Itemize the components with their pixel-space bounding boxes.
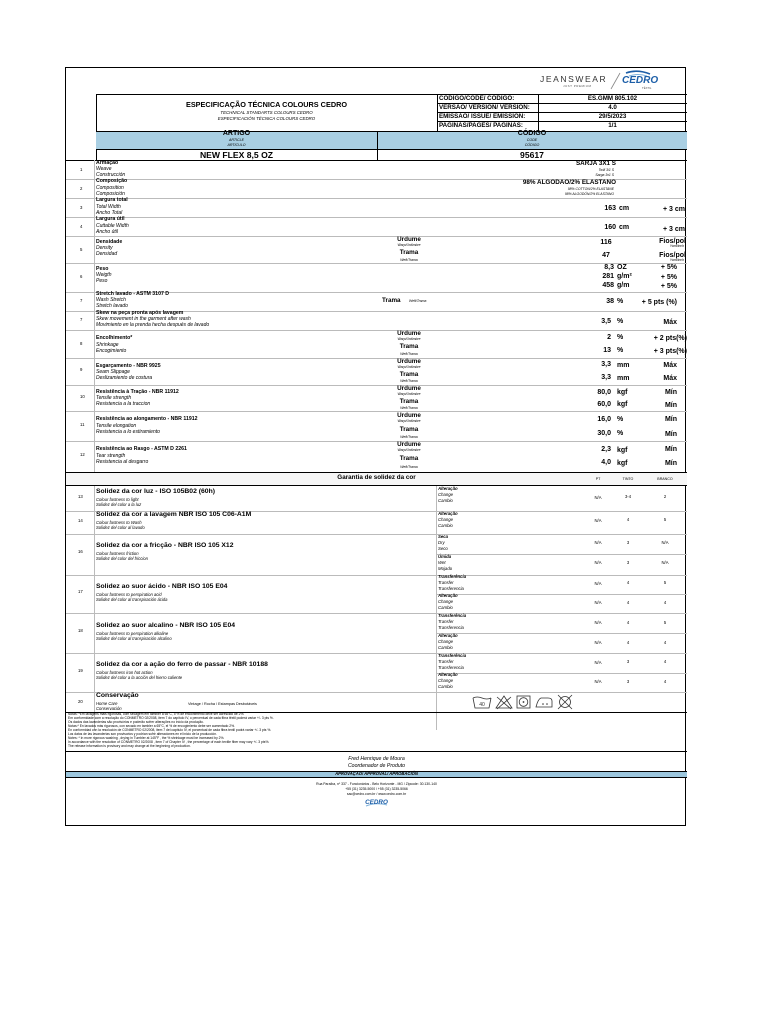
document-subtitle-en: TECHNICAL STANDARTS COLOURS CEDRO xyxy=(220,110,313,115)
seam-weft-tolerance: Máx xyxy=(663,375,677,382)
check-pt: N/A xyxy=(594,679,602,684)
total-width-unit: cm xyxy=(619,205,630,212)
density-label: Densidade xyxy=(96,239,123,245)
conservation-en: Home Care xyxy=(96,701,118,706)
check-pt: N/A xyxy=(594,620,602,625)
weight-label-es: Peso xyxy=(96,278,108,284)
check-branco: 4 xyxy=(663,640,667,645)
tear-warp-unit: kgf xyxy=(617,447,628,454)
density-weft-sub: Weft/Trama xyxy=(400,258,418,262)
article-label-en: ARTICLE xyxy=(228,138,245,142)
seam-warp-unit: mm xyxy=(617,362,630,369)
total-width-value: 163 xyxy=(604,205,616,212)
density-unit-sub: Yarn/inch xyxy=(669,244,684,248)
row-number: 14 xyxy=(78,518,83,523)
weight-gm-tolerance: + 5% xyxy=(660,283,677,290)
check-tinto: 3 xyxy=(626,659,630,664)
fastness-light-es: Solidez del color a la luz xyxy=(96,502,142,507)
brand-jeanswear: JEANSWEAR xyxy=(540,74,608,84)
row-number: 2 xyxy=(80,186,83,191)
svg-text:40: 40 xyxy=(479,702,485,708)
check-branco: 4 xyxy=(663,600,667,605)
row-number: 13 xyxy=(78,494,83,499)
row-number: 9 xyxy=(80,367,83,372)
check-label-en: Change xyxy=(438,599,454,604)
fastness-iron-title: Solidez da cor a ação do ferro de passar - NBR 10188 xyxy=(96,661,268,668)
check-label-en: Transfer xyxy=(438,659,454,664)
row-number: 10 xyxy=(80,394,85,399)
check-label-es: Cambio xyxy=(438,498,453,503)
check-branco: N/A xyxy=(661,560,669,565)
meta-pages-label: PAGINAS/PAGES/ PAGINAS: xyxy=(439,122,523,129)
weight-gm2-unit: g/m² xyxy=(617,273,632,280)
density-label-es: Densidad xyxy=(96,251,118,257)
check-label: Úmida xyxy=(438,554,452,559)
article-code: 95617 xyxy=(520,150,544,160)
meta-code-value: ES.GMM 805.102 xyxy=(587,95,638,102)
tumble-dry-icon xyxy=(517,696,530,708)
shrinkage-warp-tolerance: + 2 pts(%) xyxy=(653,335,687,342)
density-weft-value: 47 xyxy=(602,252,610,259)
fastness-light-en: Colour fastness to light xyxy=(96,497,139,502)
care-symbols xyxy=(472,694,580,710)
density-warp-label: Urdume xyxy=(397,236,421,243)
shrinkage-label-es: Encogimiento xyxy=(96,348,127,354)
seam-warp-label: Urdume xyxy=(397,358,421,365)
note-line: Los datos de las lavanderias son provisorios y podrían sufrir alteraciones en el inicio de la producción. xyxy=(68,732,217,736)
skew-tolerance: Máx xyxy=(663,319,677,326)
check-branco: 5 xyxy=(663,517,667,522)
check-label-en: Transfer xyxy=(438,580,454,585)
conservation-title: Conservação xyxy=(96,692,139,699)
skew-label-en: Skew movement in the garment after wash xyxy=(96,316,191,322)
check-label-es: Cambio xyxy=(438,605,453,610)
check-label-en: Dry xyxy=(438,540,445,545)
fastness-wash-es: Solidez del color al lavado xyxy=(96,525,145,530)
weight-label: Peso xyxy=(96,266,109,272)
spec-sheet xyxy=(65,67,686,826)
row-number: 6 xyxy=(80,274,83,279)
skew-value: 3,5 xyxy=(601,318,611,325)
check-label-en: Change xyxy=(438,639,454,644)
row-number: 1 xyxy=(80,167,83,172)
weight-gm2-tolerance: + 5% xyxy=(660,274,677,281)
article-label: ARTIGO xyxy=(222,130,251,137)
fastness-title: Garantia de solidez da cor xyxy=(337,474,416,481)
check-pt: N/A xyxy=(594,518,602,523)
total-width-tolerance: + 3 cm xyxy=(663,206,685,213)
signature-role: Coordenador de Produto xyxy=(347,763,406,769)
check-label-es: Cambio xyxy=(438,645,453,650)
composition-label-en: Composition xyxy=(96,185,124,191)
brand-cedro: CEDRO xyxy=(622,75,659,86)
elongation-warp-tolerance: Mín xyxy=(664,416,677,423)
check-label: Alteração xyxy=(438,593,458,598)
tensile-weft-sub: Weft/Trama xyxy=(400,406,418,410)
total-width-label-es: Ancho Total xyxy=(96,210,123,216)
check-pt: N/A xyxy=(594,495,602,500)
shrinkage-warp-sub: Warp/Urdimbre xyxy=(397,337,421,341)
tear-warp-sub: Warp/Urdimbre xyxy=(397,448,421,452)
shrinkage-warp-value: 2 xyxy=(607,334,611,341)
row-number: 3 xyxy=(80,205,83,210)
meta-code-label: CODIGO/CODE/ CODIGO: xyxy=(439,95,515,102)
elongation-weft-sub: Weft/Trama xyxy=(400,435,418,439)
density-unit-warp: Fios/pol xyxy=(659,238,686,245)
check-label-es: Cambio xyxy=(438,523,453,528)
check-branco: 2 xyxy=(663,494,667,499)
weave-label-en: Weave xyxy=(96,166,112,172)
check-label-es: Cambio xyxy=(438,684,453,689)
total-width-label: Largura total xyxy=(96,197,128,203)
footer-phone: +55 (31) 3235-5000 / +55 (31) 3235-5066 xyxy=(345,787,408,791)
article-label-es: ARTICULO xyxy=(227,143,246,147)
elongation-weft-tolerance: Mín xyxy=(664,431,677,438)
seam-weft-sub: Weft/Trama xyxy=(400,379,418,383)
tensile-weft-value: 60,0 xyxy=(597,401,611,408)
elongation-warp-sub: Warp/Urdimbre xyxy=(397,419,421,423)
elongation-warp-unit: % xyxy=(617,416,624,423)
tensile-warp-unit: kgf xyxy=(617,389,628,396)
fastness-wash-title: Solidez da cor a lavagem NBR ISO 105 C06-A1M xyxy=(96,511,252,518)
weave-value-en: Twill 3/1 S xyxy=(598,168,614,172)
brand-tagline: JUST PREMIUM xyxy=(563,84,592,88)
check-label-en: Change xyxy=(438,678,454,683)
stretch-weft-sub: Weft/Trama xyxy=(409,299,427,303)
check-pt: N/A xyxy=(594,600,602,605)
fastness-alkaline-title: Solidez ao suor alcalino - NBR ISO 105 E04 xyxy=(96,622,236,629)
tear-weft-unit: kgf xyxy=(617,460,628,467)
cuttable-width-label-es: Ancho útil xyxy=(96,229,118,235)
document-subtitle-es: ESPECIFICACIÓN TÉCNICA COLOURS CEDRO xyxy=(217,116,316,121)
weight-oz-tolerance: + 5% xyxy=(660,264,677,271)
seam-weft-value: 3,3 xyxy=(601,374,611,381)
check-branco: 4 xyxy=(663,659,667,664)
weight-gm-value: 458 xyxy=(602,282,614,289)
row-number: 7 xyxy=(80,298,83,303)
row-number: 17 xyxy=(78,589,83,594)
weave-label-es: Construcción xyxy=(96,172,126,178)
note-line: In accordance with the resolution of CONMETRO 02/2008 , item 7 of Chapter IV , the percentage of each textile fiber may vary +/- 3 pts%. xyxy=(68,740,270,744)
check-tinto: 4 xyxy=(626,600,630,605)
check-tinto: 4 xyxy=(626,517,630,522)
skew-label-es: Movimiento en la prenda hecha después de lavado xyxy=(96,322,210,328)
fastness-col-pt: PT xyxy=(595,477,601,481)
check-label-en: Transfer xyxy=(438,619,454,624)
no-bleach-icon xyxy=(496,696,512,709)
check-label-es: Transferencia xyxy=(438,625,464,630)
seam-slippage-label: Esgarçamento - NBR 9925 xyxy=(96,363,161,369)
check-pt: N/A xyxy=(594,660,602,665)
tensile-warp-value: 80,0 xyxy=(597,389,611,396)
shrinkage-label: Encolhimento* xyxy=(96,335,133,341)
stretch-value: 38 xyxy=(606,298,614,305)
check-label-es: Transferencia xyxy=(438,586,464,591)
check-branco: 5 xyxy=(663,620,667,625)
composition-value-es: 98% ALGODÓN/2% ELASTANO xyxy=(564,192,614,196)
check-label-en: Change xyxy=(438,517,454,522)
seam-slippage-label-es: Deslizamiento de costura xyxy=(96,375,153,381)
check-label-es: Seco xyxy=(438,546,448,551)
stretch-unit: % xyxy=(617,298,624,305)
check-label-es: Transferencia xyxy=(438,665,464,670)
stretch-tolerance: + 5 pts (%) xyxy=(641,299,677,306)
elongation-label: Resistência ao alongamento - NBR 11912 xyxy=(96,416,198,422)
composition-label: Composição xyxy=(96,178,128,184)
footer-logo: CEDRO xyxy=(365,799,388,806)
cuttable-width-tolerance: + 3 cm xyxy=(663,226,685,233)
document-title: ESPECIFICAÇÃO TÉCNICA COLOURS CEDRO xyxy=(185,100,348,109)
composition-value: 98% ALGODAO/2% ELASTANO xyxy=(522,179,616,186)
fastness-alkaline-es: Solidez del color al transpiración alcalino xyxy=(96,636,172,641)
weave-value-es: Sarga 3x1 S xyxy=(595,173,614,177)
check-label: Transferência xyxy=(438,613,467,618)
seam-slippage-label-en: Seam Slippage xyxy=(96,369,130,375)
note-line: Notas:* En lavados más rigurosos, con secado en tambler a 65°C, el % de encogimiento debe ser aumentado 2%. xyxy=(68,724,235,728)
density-unit-sub: Yarn/inch xyxy=(669,258,684,262)
tear-warp-value: 2,3 xyxy=(601,446,611,453)
tear-warp-tolerance: Mín xyxy=(664,446,677,453)
row-number: 12 xyxy=(80,452,85,457)
approval-label: APROVAÇÃO/ APPROVAL/ APROBACIÓN xyxy=(335,771,418,776)
note-line: Notes: * In more rigorous washing , drying in Tumbler at 145°F , the % shrinkage must be increased by 2%. xyxy=(68,736,225,740)
tensile-weft-unit: kgf xyxy=(617,401,628,408)
cuttable-width-label-en: Cuttable Width xyxy=(96,223,129,229)
conservation-es: Conservación xyxy=(96,706,122,711)
check-label: Seca xyxy=(438,534,449,539)
fastness-alkaline-en: Colour fastness to perspiration alkaline xyxy=(96,631,169,636)
tensile-strength-label: Resistência à Tração - NBR 11912 xyxy=(96,389,179,395)
elongation-weft-label: Trama xyxy=(399,426,419,433)
weight-oz-unit: OZ xyxy=(617,264,627,271)
shrinkage-warp-unit: % xyxy=(617,334,624,341)
check-tinto: 3-4 xyxy=(624,494,632,499)
fastness-friction-title: Solidez da cor a fricção - NBR ISO 105 X12 xyxy=(96,542,234,549)
composition-value-en: 98% COTTON/2% ELASTANE xyxy=(567,187,614,191)
stretch-label-es: Stretch lavado xyxy=(96,303,128,309)
elongation-label-es: Resistencia a lo estiramiento xyxy=(96,429,160,435)
elongation-weft-unit: % xyxy=(617,430,624,437)
skew-label: Skew na peça pronta após lavagem xyxy=(96,310,184,316)
cuttable-width-value: 160 xyxy=(604,224,616,231)
weight-gm2-value: 281 xyxy=(602,273,614,280)
weight-oz-value: 8,3 xyxy=(604,264,614,271)
row-number: 7 xyxy=(80,317,83,322)
iron-icon xyxy=(536,698,552,707)
tensile-warp-tolerance: Mín xyxy=(664,389,677,396)
meta-issue-value: 29/5/2023 xyxy=(598,113,627,120)
wash-40-icon xyxy=(473,697,491,708)
fastness-wash-en: Colour fastness to Wash xyxy=(96,520,142,525)
check-tinto: 4 xyxy=(626,640,630,645)
fastness-acid-es: Solidez del color al transpiración ácida xyxy=(96,597,168,602)
check-label: Alteração xyxy=(438,633,458,638)
cuttable-width-unit: cm xyxy=(619,224,630,231)
tensile-warp-label: Urdume xyxy=(397,385,421,392)
check-label-es: Mojado xyxy=(438,566,453,571)
seam-warp-tolerance: Máx xyxy=(663,362,677,369)
check-label-en: Change xyxy=(438,492,454,497)
check-branco: 4 xyxy=(663,679,667,684)
total-width-label-en: Total Width xyxy=(96,204,121,210)
cuttable-width-label: Largura útil xyxy=(96,216,125,222)
seam-warp-value: 3,3 xyxy=(601,361,611,368)
meta-version-label: VERSAO/ VERSION/ VERSION: xyxy=(439,104,530,111)
shrinkage-weft-tolerance: + 3 pts(%) xyxy=(653,348,687,355)
shrinkage-weft-value: 13 xyxy=(603,347,611,354)
check-tinto: 3 xyxy=(626,679,630,684)
code-label-en: CODE xyxy=(526,138,538,142)
tear-weft-tolerance: Mín xyxy=(664,460,677,467)
weight-label-en: Weigth xyxy=(96,272,112,278)
note-line: En conformidad con la resolución de CONMETRO 02/2008, item 7 del capítulo IV, el porcentual de cada fibra textil podrá variar +/- 3 pts %. xyxy=(68,728,272,732)
tear-weft-label: Trama xyxy=(399,455,419,462)
tear-strength-label-es: Resistencia al desgarro xyxy=(96,459,149,465)
skew-unit: % xyxy=(617,318,624,325)
note-line: Em conformidade com a resolução do CONMETRO 02/2008, item 7 do capítulo IV, o percentual de cada fibra têxtil poderá variar +/- 3 pts %. xyxy=(68,716,274,720)
density-label-en: Density xyxy=(96,245,113,251)
check-tinto: 3 xyxy=(626,560,630,565)
fastness-col-tinto: TINTO xyxy=(622,477,634,481)
fastness-acid-title: Solidez ao suor ácido - NBR ISO 105 E04 xyxy=(96,583,228,590)
tensile-strength-label-en: Tensile strength xyxy=(96,395,132,401)
row-number: 5 xyxy=(80,247,83,252)
check-pt: N/A xyxy=(594,540,602,545)
row-number: 20 xyxy=(78,699,83,704)
note-line: Os dados das lavanderias são provisórios e poderão sofrer alterações no início da produção. xyxy=(68,720,204,724)
elongation-warp-label: Urdume xyxy=(397,412,421,419)
fastness-friction-en: Colour fastness friction xyxy=(96,551,139,556)
check-label: Alteração xyxy=(438,672,458,677)
check-label-en: Wet xyxy=(438,560,446,565)
check-label: Alteração xyxy=(438,511,458,516)
check-tinto: 3 xyxy=(626,540,630,545)
tensile-weft-tolerance: Mín xyxy=(664,402,677,409)
row-number: 4 xyxy=(80,224,83,229)
elongation-warp-value: 16,0 xyxy=(597,416,611,423)
check-tinto: 4 xyxy=(626,620,630,625)
elongation-label-en: Tensile elongation xyxy=(96,423,137,429)
fastness-light-title: Solidez da cor luz - ISO 105B02 (60h) xyxy=(96,488,215,495)
check-pt: N/A xyxy=(594,560,602,565)
conservation-process: Vintage / Rocha / Estampas Desbotáveis xyxy=(188,702,257,706)
shrinkage-weft-label: Trama xyxy=(399,343,419,350)
shrinkage-weft-unit: % xyxy=(617,347,624,354)
tear-warp-label: Urdume xyxy=(397,441,421,448)
check-branco: N/A xyxy=(661,540,669,545)
check-tinto: 4 xyxy=(626,580,630,585)
code-label: CÓDIGO xyxy=(517,130,547,137)
row-number: 19 xyxy=(78,668,83,673)
fastness-acid-en: Colour fastness to perspiration acid xyxy=(96,592,162,597)
fastness-friction-es: Solidez del color del friccion xyxy=(96,556,148,561)
fastness-iron-en: Colour fastness iron hot action xyxy=(96,670,153,675)
stretch-label: Stretch lavado - ASTM 3107 D xyxy=(96,291,170,297)
seam-weft-label: Trama xyxy=(399,371,419,378)
density-weft-label: Trama xyxy=(399,249,419,256)
article-name: NEW FLEX 8,5 OZ xyxy=(199,150,274,160)
density-warp-sub: Warp/Urdimbre xyxy=(397,243,421,247)
note-line: The release information is provisory and may change at the beginning of production. xyxy=(68,744,191,748)
shrinkage-warp-label: Urdume xyxy=(397,330,421,337)
note-line: Notas: *Em lavagens mais rigorosas, com secagem em tambler a 65°C, o % de encolhimento deve ser acrescido de 2%. xyxy=(68,712,245,716)
seam-weft-unit: mm xyxy=(617,375,630,382)
shrinkage-label-en: Shrinkage xyxy=(96,342,119,348)
fastness-col-branco: BRANCO xyxy=(657,477,673,481)
tensile-weft-label: Trama xyxy=(399,398,419,405)
footer-address: Rua Paraíba, nº 337 - Funcionários - Belo Horizonte - MG / Zipcode: 30.130-140 xyxy=(316,782,437,786)
code-label-es: CÓDIGO xyxy=(524,143,540,147)
check-label: Transferência xyxy=(438,574,467,579)
tear-strength-label-en: Tear strength xyxy=(96,453,126,459)
elongation-weft-value: 30,0 xyxy=(597,430,611,437)
row-number: 18 xyxy=(78,628,83,633)
density-warp-value: 116 xyxy=(600,239,612,246)
tensile-warp-sub: Warp/Urdimbre xyxy=(397,392,421,396)
check-pt: N/A xyxy=(594,581,602,586)
fastness-iron-es: Solidez del color a la acción del hierro caliente xyxy=(96,675,183,680)
seam-warp-sub: Warp/Urdimbre xyxy=(397,365,421,369)
stretch-label-en: Wash Stretch xyxy=(96,297,126,303)
meta-version-value: 4.0 xyxy=(608,104,617,111)
weave-label: Armação xyxy=(96,160,119,166)
weave-value: SARJA 3X1 S xyxy=(575,160,616,167)
meta-pages-value: 1/1 xyxy=(608,122,617,129)
check-pt: N/A xyxy=(594,640,602,645)
tear-strength-label: Resistência ao Rasgo - ASTM D 2261 xyxy=(96,446,187,452)
row-number: 8 xyxy=(80,341,83,346)
no-dryclean-icon xyxy=(558,695,572,709)
meta-issue-label: EMISSAO/ ISSUE/ EMISSION: xyxy=(439,113,526,120)
composition-label-es: Composición xyxy=(96,191,125,197)
brand-textil: TÊXTIL xyxy=(642,86,652,90)
footer-web: sac@cedro.com.br / www.cedro.com.br xyxy=(346,792,407,796)
tear-weft-value: 4,0 xyxy=(601,459,611,466)
check-branco: 5 xyxy=(663,580,667,585)
check-label: Alteração xyxy=(438,486,458,491)
shrinkage-weft-sub: Weft/Trama xyxy=(400,352,418,356)
row-number: 11 xyxy=(80,422,85,427)
weight-gm-unit: g/m xyxy=(617,282,630,289)
tear-weft-sub: Weft/Trama xyxy=(400,465,418,469)
density-unit-weft: Fios/pol xyxy=(659,252,686,259)
row-number: 16 xyxy=(78,549,83,554)
stretch-weft-label: Trama xyxy=(382,297,401,304)
tensile-strength-label-es: Resistencia a la traccion xyxy=(96,401,151,407)
check-label: Transferência xyxy=(438,653,467,658)
signature-name: Fred Henrique de Moura xyxy=(348,756,405,762)
